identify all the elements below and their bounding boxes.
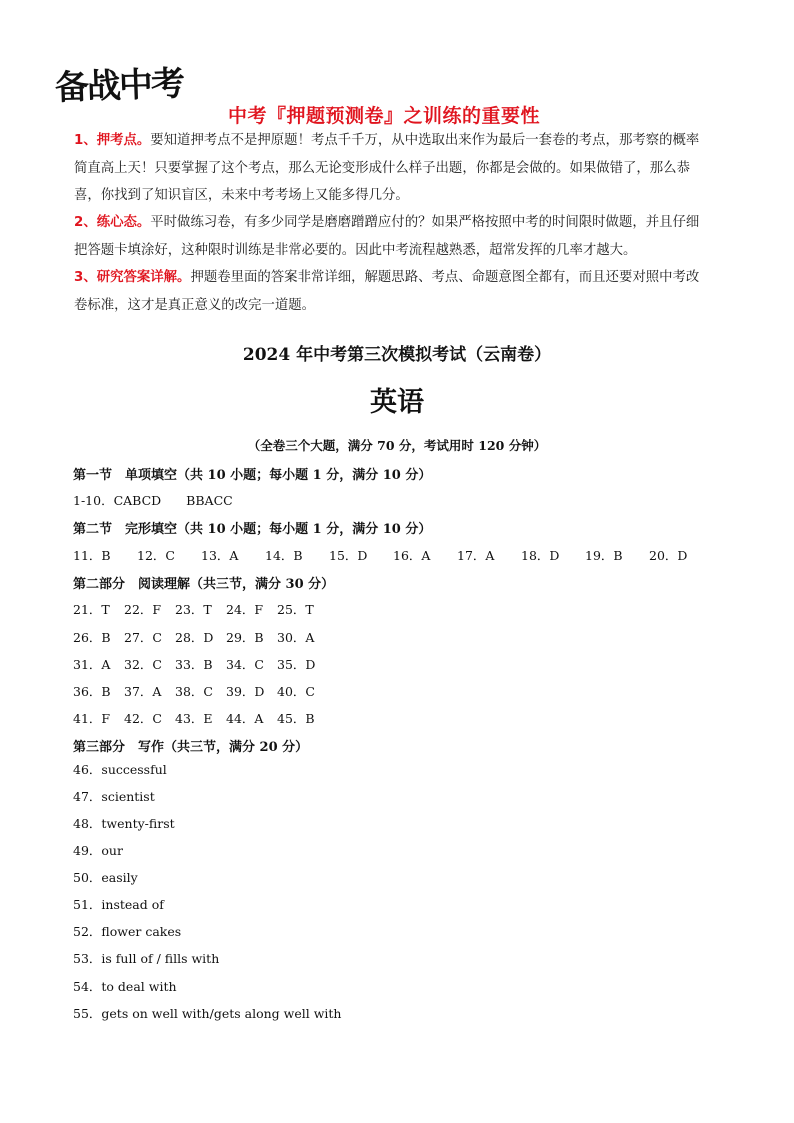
answer-item: 13．A bbox=[201, 548, 239, 563]
writing-answer: 48．twenty-first bbox=[73, 816, 175, 831]
promo-key-3: 3、研究答案详解。 bbox=[74, 270, 191, 285]
answer-item: 30．A bbox=[277, 630, 315, 645]
part-3-heading: 第三部分 写作（共三节，满分 20 分） bbox=[73, 740, 309, 755]
answer-item: 31．A bbox=[73, 657, 111, 672]
writing-answer: 49．our bbox=[73, 843, 123, 858]
answer-item: 23．T bbox=[175, 602, 212, 617]
answer-item: 38．C bbox=[175, 684, 213, 699]
answer-item: 24．F bbox=[226, 602, 264, 617]
answer-item: 25．T bbox=[277, 602, 314, 617]
answer-item: 20．D bbox=[649, 548, 688, 563]
promo-item-1 bbox=[74, 127, 724, 210]
promo-text-3-1: 押题卷里面的答案非常详细，解题思路、考点、命题意图全都有，而且还要对照中考改 bbox=[190, 270, 700, 285]
answer-item: 12．C bbox=[137, 548, 175, 563]
promo-key-2: 2、练心态。 bbox=[74, 215, 151, 230]
section-1-heading: 第一节 单项填空（共 10 小题；每小题 1 分，满分 10 分） bbox=[73, 468, 432, 483]
answer-item: 32．C bbox=[124, 657, 162, 672]
part-2-heading: 第二部分 阅读理解（共三节，满分 30 分） bbox=[73, 577, 335, 592]
answer-item: 42．C bbox=[124, 711, 162, 726]
promo-text-1-1: 要知道押考点不是押原题！考点千千万，从中选取出来作为最后一套卷的考点，那考察的概率 bbox=[150, 133, 700, 148]
writing-answer: 52．flower cakes bbox=[73, 924, 182, 939]
answer-item: 21．T bbox=[73, 602, 110, 617]
answer-item: 43．E bbox=[175, 711, 213, 726]
writing-answer: 55．gets on well with/gets along well with bbox=[73, 1006, 342, 1021]
part-2-row bbox=[73, 682, 328, 700]
subject-title: 英语 bbox=[370, 387, 424, 418]
answer-item: 15．D bbox=[329, 548, 368, 563]
answer-item: 36．B bbox=[73, 684, 111, 699]
writing-answer: 53．is full of / fills with bbox=[73, 951, 220, 966]
answer-item: 16．A bbox=[393, 548, 431, 563]
promo-text-2-2: 把答题卡填涂好，这种限时训练是非常必要的。因此中考流程越熟悉，超常发挥的几率才越大。 bbox=[74, 242, 637, 258]
answer-item: 29．B bbox=[226, 630, 264, 645]
exam-title: 2024 年中考第三次模拟考试（云南卷） bbox=[242, 345, 552, 365]
part-2-row bbox=[73, 628, 328, 646]
answer-item: 27．C bbox=[124, 630, 162, 645]
promo-text-2-1: 平时做练习卷，有多少同学是磨磨蹭蹭应付的？如果严格按照中考的时间限时做题，并且仔细 bbox=[150, 215, 700, 230]
answer-item: 11．B bbox=[73, 548, 111, 563]
part-2-row bbox=[73, 709, 328, 727]
section-2-answers bbox=[73, 546, 699, 564]
promo-text-1-3: 喜，你找到了知识盲区，未来中考考场上又能多得几分。 bbox=[74, 188, 409, 203]
answer-item: 35．D bbox=[277, 657, 316, 672]
answer-item: 41．F bbox=[73, 711, 111, 726]
answer-item: 19．B bbox=[585, 548, 623, 563]
logo-text: 备战中考 bbox=[54, 63, 184, 109]
promo-title: 中考『押题预测卷』之训练的重要性 bbox=[228, 105, 541, 127]
writing-answer: 54．to deal with bbox=[73, 979, 177, 994]
answer-item: 17．A bbox=[457, 548, 495, 563]
logo bbox=[54, 63, 195, 110]
answer-item: 33．B bbox=[175, 657, 213, 672]
promo-key-1: 1、押考点。 bbox=[74, 133, 151, 148]
writing-answer: 47．scientist bbox=[73, 789, 155, 804]
writing-answer: 50．easily bbox=[73, 870, 138, 885]
answer-item: 34．C bbox=[226, 657, 264, 672]
answer-item: 26．B bbox=[73, 630, 111, 645]
part-2-row bbox=[73, 600, 328, 618]
answer-item: 39．D bbox=[226, 684, 265, 699]
answer-item: 37．A bbox=[124, 684, 162, 699]
answer-item: 28．D bbox=[175, 630, 214, 645]
answer-item: 22．F bbox=[124, 602, 162, 617]
writing-answer: 51．instead of bbox=[73, 897, 164, 912]
section-2-heading: 第二节 完形填空（共 10 小题；每小题 1 分，满分 10 分） bbox=[73, 522, 432, 537]
promo-item-3 bbox=[74, 264, 724, 319]
answer-item: 18．D bbox=[521, 548, 560, 563]
answer-item: 45．B bbox=[277, 711, 315, 726]
section-1-answers: 1-10．CABCD BBACC bbox=[73, 493, 233, 508]
promo-item-2 bbox=[74, 209, 724, 264]
promo-text-1-2: 简直高上天！只要掌握了这个考点，那么无论变形成什么样子出题，你都是会做的。如果做错了，那么恭 bbox=[74, 160, 690, 176]
answer-item: 14．B bbox=[265, 548, 303, 563]
writing-answer: 46．successful bbox=[73, 762, 167, 777]
promo-text-3-2: 卷标准，这才是真正意义的改完一道题。 bbox=[74, 297, 316, 313]
exam-note: （全卷三个大题，满分 70 分，考试用时 120 分钟） bbox=[247, 438, 547, 453]
answer-item: 44．A bbox=[226, 711, 264, 726]
part-2-row bbox=[73, 655, 328, 673]
answer-item: 40．C bbox=[277, 684, 315, 699]
